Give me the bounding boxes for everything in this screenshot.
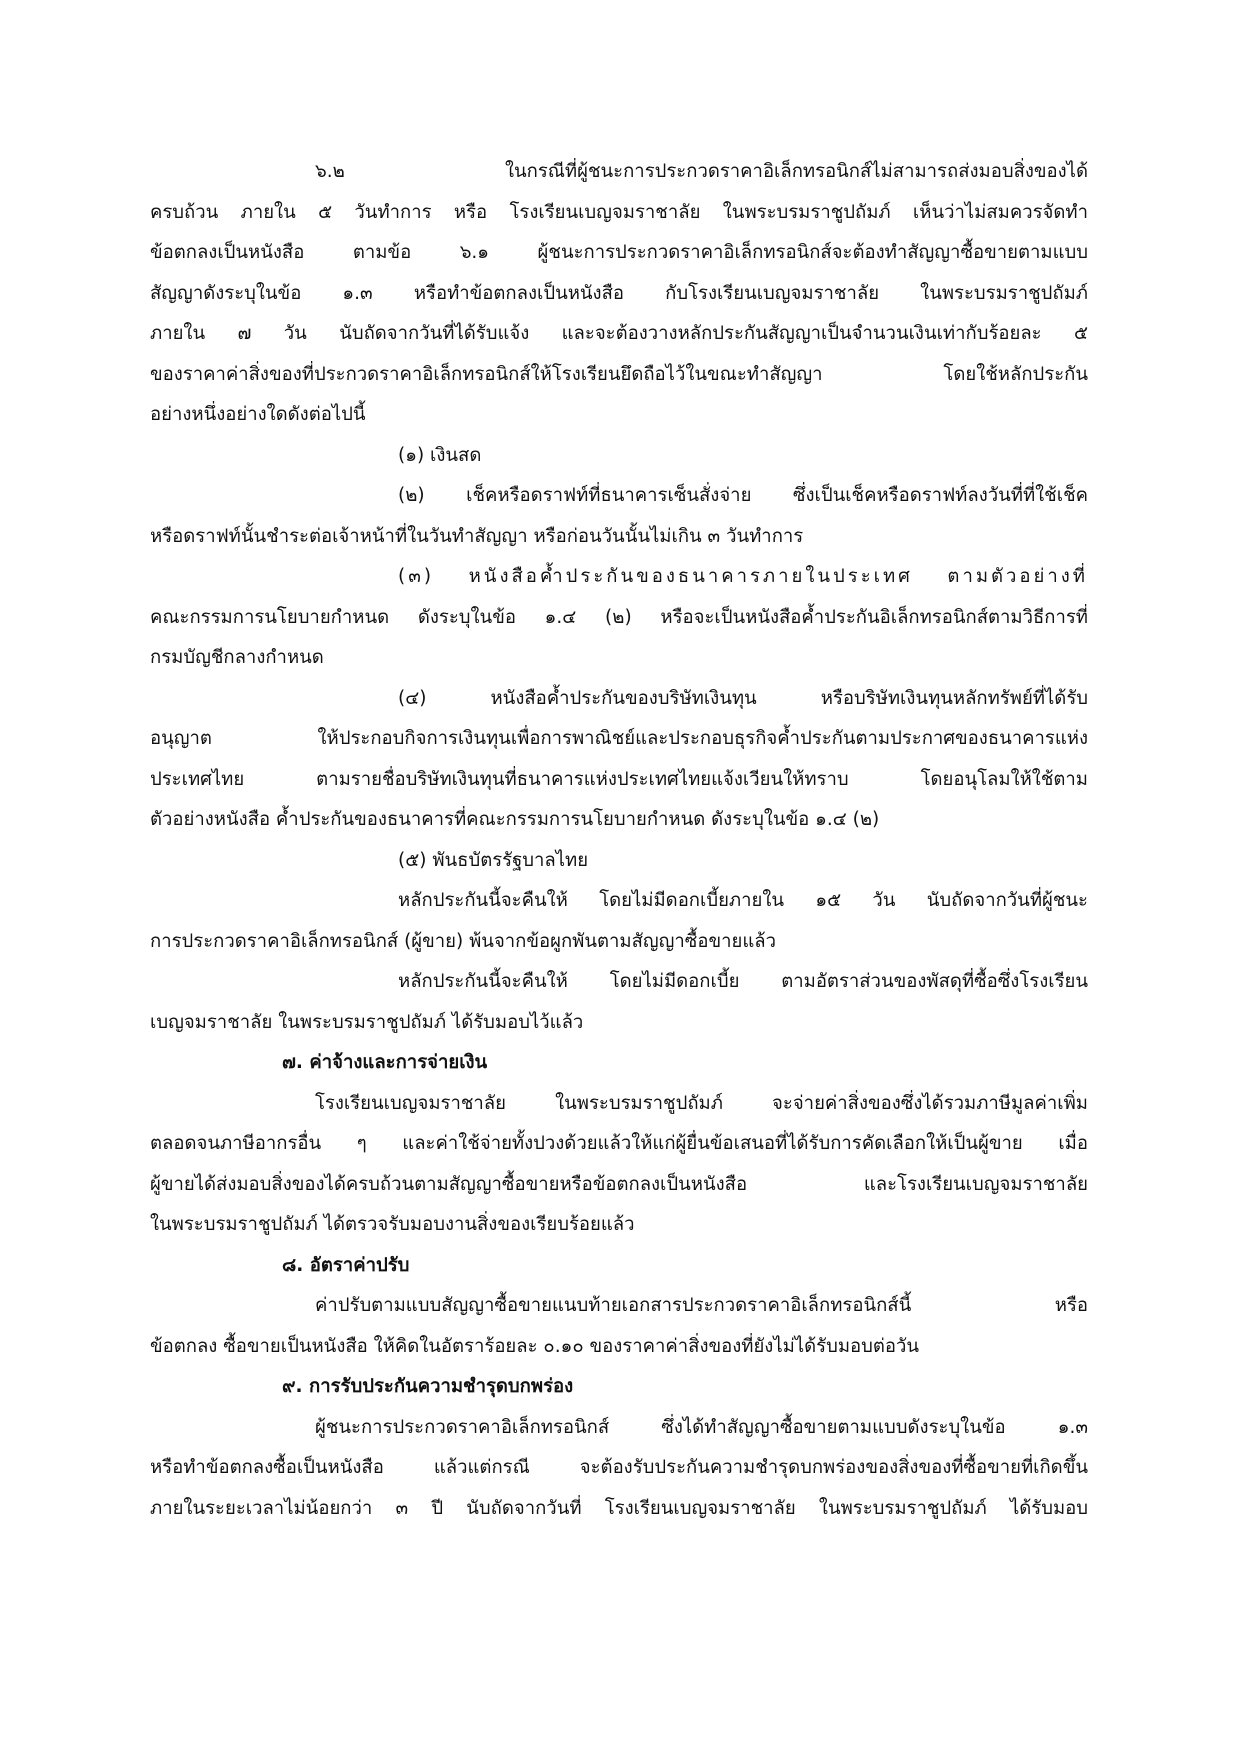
paragraph-line: การประกวดราคาอิเล็กทรอนิกส์ (ผู้ขาย) พ้นจากข้อผูกพันตามสัญญาซื้อขายแล้ว (150, 930, 777, 952)
paragraph-line: สัญญาดังระบุในข้อ ๑.๓ หรือทำข้อตกลงเป็นหนังสือ กับโรงเรียนเบญจมราชาลัย ในพระบรมราชูปถัมภ์ (150, 282, 1088, 304)
paragraph-line: ภายใน ๗ วัน นับถัดจากวันที่ได้รับแจ้ง และจะต้องวางหลักประกันสัญญาเป็นจำนวนเงินเท่ากับร้อยละ ๕ (150, 323, 1088, 344)
paragraph-line: ผู้ขายได้ส่งมอบสิ่งของได้ครบถ้วนตามสัญญาซื้อขายหรือข้อตกลงเป็นหนังสือ และโรงเรียนเบญจมราชาลัย (150, 1173, 1088, 1195)
paragraph-line: หลักประกันนี้จะคืนให้ โดยไม่มีดอกเบี้ยภายใน ๑๕ วัน นับถัดจากวันที่ผู้ชนะ (398, 890, 1088, 911)
paragraph-line: ๖.๒ ในกรณีที่ผู้ชนะการประกวดราคาอิเล็กทรอนิกส์ไม่สามารถส่งมอบสิ่งของได้ (315, 161, 1088, 182)
paragraph-line: คณะกรรมการนโยบายกำหนด ดังระบุในข้อ ๑.๔ (๒) หรือจะเป็นหนังสือค้ำประกันอิเล็กทรอนิกส์ตามวิธีการที่ (150, 606, 1088, 628)
paragraph-line: ผู้ชนะการประกวดราคาอิเล็กทรอนิกส์ ซึ่งได้ทำสัญญาซื้อขายตามแบบดังระบุในข้อ ๑.๓ (315, 1416, 1088, 1438)
paragraph-line: ภายในระยะเวลาไม่น้อยกว่า ๓ ปี นับถัดจากวันที่ โรงเรียนเบญจมราชาลัย ในพระบรมราชูปถัมภ์ ได้รับมอบ (150, 1497, 1088, 1519)
document-page (150, 152, 1088, 1529)
paragraph-line: ประเทศไทย ตามรายชื่อบริษัทเงินทุนที่ธนาคารแห่งประเทศไทยแจ้งเวียนให้ทราบ โดยอนุโลมให้ใช้ตาม (150, 768, 1088, 790)
list-item-government-bond: (๕) พันธบัตรรัฐบาลไทย (398, 849, 589, 871)
list-item-cash: (๑) เงินสด (398, 444, 482, 466)
paragraph-line: หรือทำข้อตกลงซื้อเป็นหนังสือ แล้วแต่กรณี จะต้องรับประกันความชำรุดบกพร่องของสิ่งของที่ซื้อขายที่เกิดขึ้น (150, 1457, 1088, 1478)
paragraph-line: กรมบัญชีกลางกำหนด (150, 647, 324, 668)
section-heading-payment: ๗. ค่าจ้างและการจ่ายเงิน (282, 1052, 488, 1073)
paragraph-line: ตัวอย่างหนังสือ ค้ำประกันของธนาคารที่คณะกรรมการนโยบายกำหนด ดังระบุในข้อ ๑.๔ (๒) (150, 809, 880, 830)
paragraph-line: ของราคาค่าสิ่งของที่ประกวดราคาอิเล็กทรอนิกส์ให้โรงเรียนยึดถือไว้ในขณะทำสัญญา โดยใช้หลักประกัน (150, 363, 1088, 385)
paragraph-line: อนุญาต ให้ประกอบกิจการเงินทุนเพื่อการพาณิชย์และประกอบธุรกิจค้ำประกันตามประกาศของธนาคารแห่ง (150, 728, 1088, 749)
paragraph-line: เบญจมราชาลัย ในพระบรมราชูปถัมภ์ ได้รับมอบไว้แล้ว (150, 1011, 584, 1033)
paragraph-line: ข้อตกลง ซื้อขายเป็นหนังสือ ให้คิดในอัตราร้อยละ ๐.๑๐ ของราคาค่าสิ่งของที่ยังไม่ได้รับมอบต่อวัน (150, 1335, 920, 1357)
section-heading-warranty: ๙. การรับประกันความชำรุดบกพร่อง (282, 1376, 574, 1397)
paragraph-line: อย่างหนึ่งอย่างใดดังต่อไปนี้ (150, 404, 366, 425)
paragraph-line: ในพระบรมราชูปถัมภ์ ได้ตรวจรับมอบงานสิ่งของเรียบร้อยแล้ว (150, 1214, 635, 1235)
list-item-bank-guarantee: (๓) หนังสือค้ำประกันของธนาคารภายในประเทศ ตามตัวอย่างที่ (398, 566, 1088, 587)
paragraph-line: ค่าปรับตามแบบสัญญาซื้อขายแนบท้ายเอกสารประกวดราคาอิเล็กทรอนิกส์นี้ หรือ (315, 1295, 1088, 1316)
paragraph-line: ตลอดจนภาษีอากรอื่น ๆ และค่าใช้จ่ายทั้งปวงด้วยแล้วให้แก่ผู้ยื่นข้อเสนอที่ได้รับการคัดเลือกให้เป็นผู้ขาย เมื่อ (150, 1133, 1088, 1154)
paragraph-line: หลักประกันนี้จะคืนให้ โดยไม่มีดอกเบี้ย ตามอัตราส่วนของพัสดุที่ซื้อซึ่งโรงเรียน (398, 971, 1088, 992)
paragraph-line: โรงเรียนเบญจมราชาลัย ในพระบรมราชูปถัมภ์ จะจ่ายค่าสิ่งของซึ่งได้รวมภาษีมูลค่าเพิ่ม (315, 1092, 1088, 1114)
paragraph-line: ครบถ้วน ภายใน ๕ วันทำการ หรือ โรงเรียนเบญจมราชาลัย ในพระบรมราชูปถัมภ์ เห็นว่าไม่สมควรจัดทำ (150, 201, 1088, 223)
paragraph-line: หรือดราฟท์นั้นชำระต่อเจ้าหน้าที่ในวันทำสัญญา หรือก่อนวันนั้นไม่เกิน ๓ วันทำการ (150, 525, 804, 547)
paragraph-line: ข้อตกลงเป็นหนังสือ ตามข้อ ๖.๑ ผู้ชนะการประกวดราคาอิเล็กทรอนิกส์จะต้องทำสัญญาซื้อขายตามแบบ (150, 242, 1088, 263)
section-heading-penalty: ๘. อัตราค่าปรับ (282, 1254, 410, 1276)
list-item-finance-guarantee: (๔) หนังสือค้ำประกันของบริษัทเงินทุน หรือบริษัทเงินทุนหลักทรัพย์ที่ได้รับ (398, 687, 1088, 709)
list-item-cheque: (๒) เช็คหรือดราฟท์ที่ธนาคารเซ็นสั่งจ่าย ซึ่งเป็นเช็คหรือดราฟท์ลงวันที่ที่ใช้เช็ค (398, 485, 1088, 506)
